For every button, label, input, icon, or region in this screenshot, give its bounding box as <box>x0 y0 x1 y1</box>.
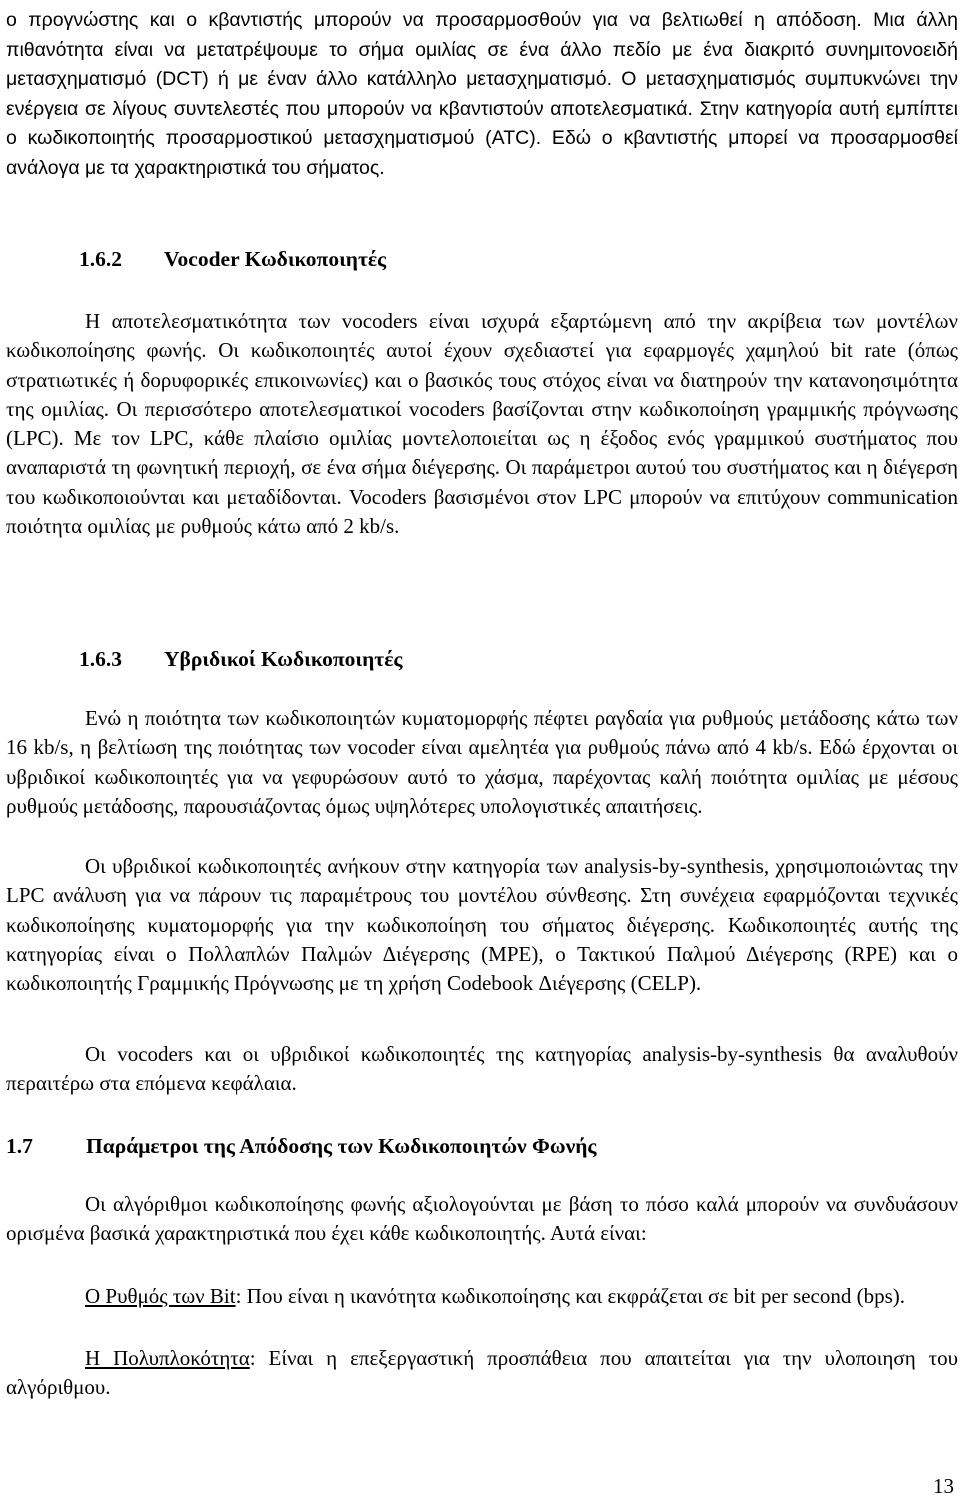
paragraph-hybrid-3: Οι vocoders και οι υβριδικοί κωδικοποιητές της κατηγορίας analysis-by-synthesis θα αναλυθούν περαιτέρω στα επόμενα κεφάλαια. <box>6 1042 958 1096</box>
paragraph-transform-coding: ο προγνώστης και ο κβαντιστής μπορούν να προσαρμοσθούν για να βελτιωθεί η απόδοση. Μια άλλη πιθανότητα είναι να μετατρέψουμε το σήμα ομιλίας σε ένα άλλο πεδίο με ένα διακριτό συνημιτονοειδή μετασχηματισμό (DCT) ή με έναν άλλο κατάλληλο μετασχηματισμό. Ο μετασχηματισμός συμπυκνώνει την ενέργεια σε λίγους συντελεστές που μπορούν να κβαντιστούν αποτελεσματικά. Στην κατηγορία αυτή εμπίπτει ο κωδικοποιητής προσαρμοστικού μετασχηματισμού (ATC). Εδώ ο κβαντιστής μπορεί να προσαρμοσθεί ανάλογα με τα χαρακτηριστικά του σήματος. <box>6 9 958 179</box>
heading-number: 1.6.2 <box>79 247 122 271</box>
paragraph-hybrid-2: Οι υβριδικοί κωδικοποιητές ανήκουν στην κατηγορία των analysis-by-synthesis, χρησιμοποιώντας την LPC ανάλυση για να πάρουν τις παραμέτρους του μοντέλου σύνθεσης. Στη συνέχεια εφαρμόζονται τεχνικές κωδικοποίησης κυματομορφής για την κωδικοποίηση του σήματος διέγερσης. Κωδικοποιητές αυτής της κατηγορίας είναι ο Πολλαπλών Παλμών Διέγερσης (MPE), ο Τακτικού Παλμού Διέγερσης (RPE) και ο κωδικοποιητής Γραμμικής Πρόγνωσης με τη χρήση Codebook Διέγερσης (CELP). <box>6 854 958 996</box>
paragraph-intro: Οι αλγόριθμοι κωδικοποίησης φωνής αξιολογούνται με βάση το πόσο καλά μπορούν να συνδυάσουν ορισμένα βασικά χαρακτηριστικά που έχει κάθε κωδικοποιητής. Αυτά είναι: <box>6 1192 958 1246</box>
paragraph-hybrid-1: Ενώ η ποιότητα των κωδικοποιητών κυματομορφής πέφτει ραγδαία για ρυθμούς μετάδοσης κάτω των 16 kb/s, η βελτίωση της ποιότητας των vocoder είναι αμελητέα για ρυθμούς πάνω από 4 kb/s. Εδώ έρχονται οι υβριδικοί κωδικοποιητές για να γεφυρώσουν αυτό το χάσμα, παρέχοντας καλή ποιότητα ομιλίας με μέσους ρυθμούς μετάδοσης, παρουσιάζοντας όμως υψηλότερες υπολογιστικές απαιτήσεις. <box>6 706 958 818</box>
heading-title: Παράμετροι της Απόδοσης των Κωδικοποιητών Φωνής <box>86 1134 597 1158</box>
paragraph-vocoder: Η αποτελεσματικότητα των vocoders είναι ισχυρά εξαρτώμενη από την ακρίβεια των μοντέλων κωδικοποίησης φωνής. Οι κωδικοποιητές αυτοί έχουν σχεδιαστεί για εφαρμογές χαμηλού bit rate (όπως στρατιωτικές ή δορυφορικές επικοινωνίες) και ο βασικός τους στόχος είναι να διατηρούν την κατανοησιμότητα της ομιλίας. Οι περισσότερο αποτελεσματικοί vocoders βασίζονται στην κωδικοποίηση γραμμικής πρόγνωσης (LPC). Με τον LPC, κάθε πλαίσιο ομιλίας μοντελοποιείται ως η έξοδος ενός γραμμικού συστήματος που αναπαριστά τη φωνητική περιοχή, σε ένα σήμα διέγερσης. Οι παράμετροι αυτού του συστήματος και η διέγερση του κωδικοποιούνται και μεταδίδονται. Vocoders βασισμένοι στον LPC μπορούν να επιτύχουν communication ποιότητα ομιλίας με ρυθμούς κάτω από 2 kb/s. <box>6 309 958 539</box>
heading-title: Υβριδικοί Κωδικοποιητές <box>164 647 403 671</box>
definition-text: : Που είναι η ικανότητα κωδικοποίησης και εκφράζεται σε bit per second (bps). <box>235 1284 906 1308</box>
heading-hybrid <box>79 645 402 673</box>
heading-performance-parameters <box>6 1132 596 1160</box>
definition-bit-rate <box>6 1282 958 1311</box>
heading-title: Vocoder Κωδικοποιητές <box>164 247 387 271</box>
definition-text: : Είναι η επεξεργαστική προσπάθεια που απαιτείται για την υλοποιηση του αλγόριθμου. <box>6 1346 958 1400</box>
page-number: 13 <box>933 1474 954 1498</box>
definition-complexity <box>6 1344 958 1403</box>
heading-number: 1.7 <box>6 1134 33 1158</box>
definition-term: Η Πολυπλοκότητα <box>85 1346 250 1370</box>
heading-number: 1.6.3 <box>79 647 122 671</box>
definition-term: Ο Ρυθμός των Bit <box>85 1284 236 1308</box>
heading-vocoder <box>79 245 386 273</box>
